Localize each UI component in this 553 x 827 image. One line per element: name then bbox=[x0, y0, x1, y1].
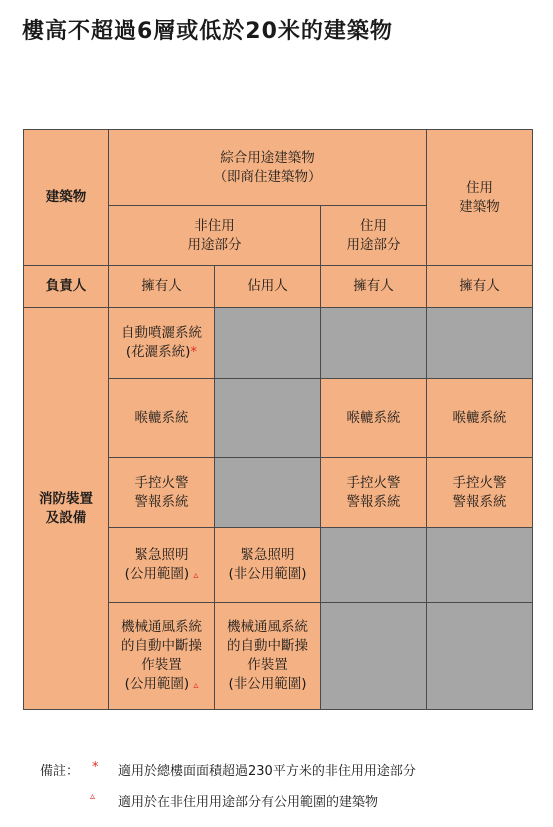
cell-hose-reel-res-part: 喉轆系統 bbox=[321, 379, 427, 458]
cell-not-applicable bbox=[427, 528, 533, 603]
cell-ventilation-occupier: 機械通風系統 的自動中斷操 作裝置 (非公用範圍) bbox=[215, 603, 321, 710]
note-asterisk-text: 適用於總樓面面積超過230平方米的非住用用途部分 bbox=[118, 764, 416, 779]
cell-not-applicable bbox=[427, 308, 533, 379]
cell-not-applicable bbox=[321, 308, 427, 379]
cell-sprinkler-system: 自動噴灑系統 (花灑系統)* bbox=[109, 308, 215, 379]
triangle-mark: ▵ bbox=[90, 791, 96, 802]
notes-label: 備註： bbox=[40, 764, 80, 779]
header-fire-installations: 消防裝置 及設備 bbox=[24, 308, 109, 710]
cell-ventilation-owner: 機械通風系統 的自動中斷操 作裝置 (公用範圍) ▵ bbox=[109, 603, 215, 710]
cell-fire-alarm-res-part: 手控火警 警報系統 bbox=[321, 458, 427, 528]
cell-fire-alarm-nonres: 手控火警 警報系統 bbox=[109, 458, 215, 528]
cell-fire-alarm-residential: 手控火警 警報系統 bbox=[427, 458, 533, 528]
header-composite-building: 綜合用途建築物 （即商住建築物） bbox=[109, 130, 427, 206]
cell-not-applicable bbox=[427, 603, 533, 710]
cell-not-applicable bbox=[321, 603, 427, 710]
cell-owner-res-part: 擁有人 bbox=[321, 266, 427, 308]
cell-not-applicable bbox=[215, 458, 321, 528]
triangle-mark: ▵ bbox=[193, 569, 199, 581]
header-responsible-person: 負責人 bbox=[24, 266, 109, 308]
cell-not-applicable bbox=[215, 379, 321, 458]
header-residential-part: 住用 用途部分 bbox=[321, 206, 427, 266]
cell-not-applicable bbox=[215, 308, 321, 379]
cell-emergency-lighting-occupier: 緊急照明 (非公用範圍) bbox=[215, 528, 321, 603]
note-triangle-text: 適用於在非住用用途部分有公用範圍的建築物 bbox=[118, 795, 379, 810]
cell-owner-residential: 擁有人 bbox=[427, 266, 533, 308]
cell-emergency-lighting-owner: 緊急照明 (公用範圍) ▵ bbox=[109, 528, 215, 603]
responsibility-table bbox=[23, 129, 533, 710]
header-building: 建築物 bbox=[24, 130, 109, 266]
cell-owner-nonres: 擁有人 bbox=[109, 266, 215, 308]
cell-occupier-nonres: 佔用人 bbox=[215, 266, 321, 308]
header-non-residential-part: 非住用 用途部分 bbox=[109, 206, 321, 266]
asterisk-mark: * bbox=[92, 760, 99, 775]
header-residential-building: 住用 建築物 bbox=[427, 130, 533, 266]
cell-hose-reel-residential: 喉轆系統 bbox=[427, 379, 533, 458]
cell-not-applicable bbox=[321, 528, 427, 603]
asterisk-mark: * bbox=[190, 344, 198, 360]
page-title: 樓高不超過6層或低於20米的建築物 bbox=[22, 19, 393, 44]
cell-hose-reel-nonres: 喉轆系統 bbox=[109, 379, 215, 458]
triangle-mark: ▵ bbox=[193, 679, 199, 691]
